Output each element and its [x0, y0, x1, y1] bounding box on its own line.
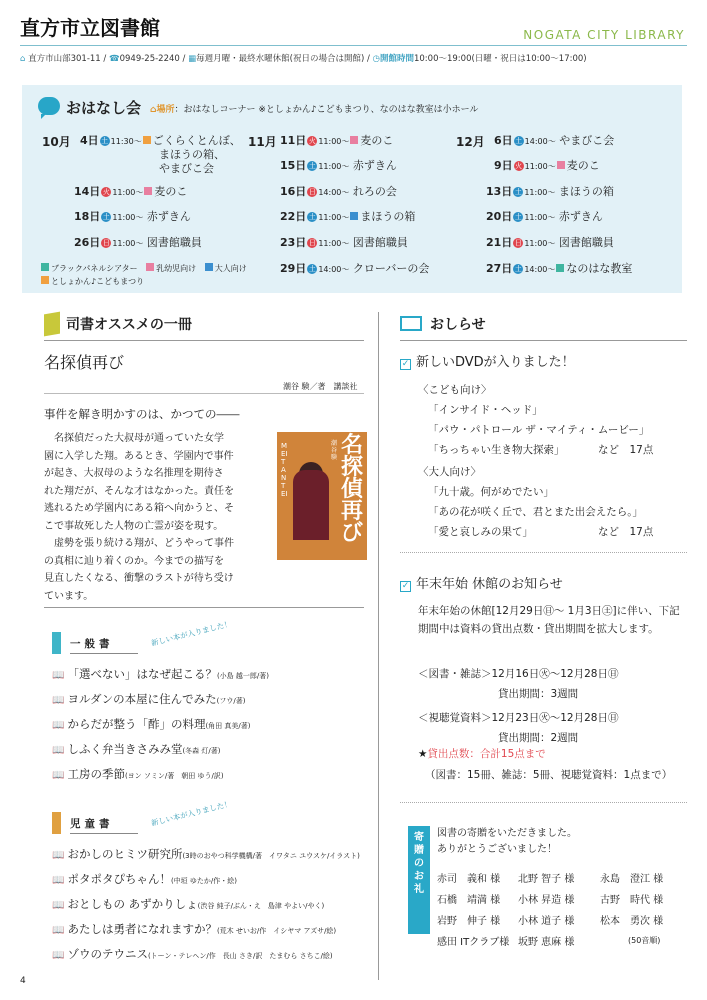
book-icon — [44, 312, 60, 337]
kids-label: 〈こども向け〉 — [418, 384, 492, 396]
library-name-en: NOGATA CITY LIBRARY — [523, 28, 685, 42]
list-item: 「九十歳。何がめでたい」 — [428, 486, 554, 498]
open-book-icon: 📖 — [52, 745, 65, 756]
book-description: 名探偵だった大叔母が通っていた女学 園に入学した翔。あるとき、学園内で事件 が起き、大叔母のような名推理を期待さ れた翔だが、そんな才はなかった。責任を 逃れるため学園内にある箱へ向かうと、そ こで事故死した人物の亡霊が姿を現す。 虚勢を張り続ける翔が、どうやって事件 の真相に辿り着くのか。今までの描写を 見直したくなる、衝撃のラストが待ち受け ています。 — [44, 433, 234, 602]
new-books-tag: 新しい本が入りました！ — [150, 799, 233, 828]
place-text: ：おはなしコーナー ※としょかん♪こどもまつり、なのはな教室は小ホール — [174, 105, 479, 115]
cover-figure — [293, 470, 329, 540]
list-item: 📖 工房の季節(ヨン ソミン/著 朝田 ゆう/訳) — [52, 767, 224, 781]
open-book-icon: 📖 — [52, 950, 65, 961]
dotted-rule — [400, 802, 687, 803]
list-item: 📖 おかしのヒミツ研究所(3時のおやつ科学機構/著 イワタニ ユウスケ/イラスト) — [52, 847, 360, 861]
category-marker — [350, 136, 358, 144]
open-book-icon: 📖 — [52, 695, 65, 706]
event-row: 20日 土 11:00〜 赤ずきん — [486, 210, 603, 223]
legend-swatch — [205, 263, 213, 271]
hours-label: 開館時間 — [379, 54, 414, 64]
list-item: 「ちっちゃい生き物大探索」 — [428, 444, 565, 456]
place-label: ⌂場所 — [150, 105, 175, 115]
check-icon: ✓ — [401, 359, 410, 369]
month-oct: 10月 — [42, 135, 71, 149]
event-row-cont: まほうの箱、 — [159, 148, 225, 161]
thanks-message: 図書の寄贈をいただきました。 ありがとうございました！ — [437, 828, 577, 855]
page-title: 直方市立図書館 — [20, 16, 160, 40]
book-lead: 事件を解き明かすのは、かつての―― — [44, 407, 240, 421]
donor: 北野 智子 様 — [518, 874, 575, 885]
open-book-icon: 📖 — [52, 770, 65, 781]
event-row-cont: やまびこ会 — [159, 162, 214, 175]
list-item: 「パウ・パトロール ザ・マイティ・ムービー」 — [428, 424, 650, 436]
donor: 古野 時代 様 — [600, 895, 664, 906]
books-period: ＜図書・雑誌＞12月16日㊋〜12月28日㊐ — [418, 668, 619, 680]
closed-days: 毎週月曜・最終水曜休館(祝日の場合は開館) — [196, 54, 365, 64]
event-row: 13日 土 11:00〜 まほうの箱 — [486, 185, 614, 198]
general-label: 一般書 — [70, 638, 114, 650]
event-row: 22日 土 11:00〜 まほうの箱 — [280, 210, 416, 223]
cover-subtitle: MEITANTEI — [281, 442, 288, 498]
loan-limit-detail: （図書：15冊、雑誌：5冊、視聴覚資料：1点まで） — [425, 769, 673, 781]
loan-limit: ★貸出点数：合計15点まで — [418, 748, 546, 760]
legend — [40, 276, 144, 287]
event-row: 4日 土 11:30〜 ごくらくとんぼ、 — [80, 134, 241, 147]
check-icon: ✓ — [401, 581, 410, 591]
legend-swatch — [146, 263, 154, 271]
open-book-icon: 📖 — [52, 900, 65, 911]
list-item: 「あの花が咲く丘で、君とまた出会えたら。」 — [428, 506, 644, 518]
donor: 小林 道子 様 — [518, 916, 575, 927]
rule — [44, 340, 364, 341]
event-row: 27日 土 14:00〜 なのはな教室 — [486, 262, 633, 275]
book-title: 名探偵再び — [44, 353, 125, 372]
rule — [400, 340, 687, 341]
header-rule — [20, 45, 687, 46]
donor: 岩野 伸子 様 — [437, 916, 501, 927]
donor: 小林 昇造 様 — [518, 895, 575, 906]
calendar-icon: ▦ — [188, 54, 197, 64]
tag-icon — [52, 632, 61, 654]
legend-swatch — [41, 263, 49, 271]
category-marker — [556, 264, 564, 272]
recommend-heading: 司書オススメの一冊 — [66, 317, 192, 333]
rule — [70, 653, 138, 654]
open-book-icon: 📖 — [52, 875, 65, 886]
open-book-icon: 📖 — [52, 850, 65, 861]
category-marker — [557, 161, 565, 169]
rule — [44, 393, 364, 394]
event-row: 26日 日 11:00〜 図書館職員 — [74, 236, 202, 249]
dvd-title: ✓ 新しいDVDが入りました！ — [401, 355, 575, 370]
event-row: 6日 土 14:00〜 やまびこ会 — [494, 134, 615, 147]
legend-item: 乳幼児向け — [156, 264, 197, 273]
donor: 松本 勇次 様 — [600, 916, 664, 927]
children-label: 児童書 — [70, 818, 114, 830]
header-info: ⌂ 直方市山部301-11 / ☎0949-25-2240 / ▦毎週月曜・最終水曜休館(祝日の場合は開館) / ◷開館時間10:00〜19:00(日曜・祝日は10:00〜17:00) — [20, 54, 587, 64]
clock-icon: ◷ — [372, 54, 380, 64]
legend-item: としょかん♪こどもまつり — [51, 277, 145, 286]
story-time-title: おはなし会 — [66, 99, 142, 117]
open-book-icon: 📖 — [52, 925, 65, 936]
hours: 10:00〜19:00(日曜・祝日は10:00〜17:00) — [413, 54, 587, 64]
category-marker — [350, 212, 358, 220]
star-icon: ★ — [418, 748, 428, 760]
kids-count: など 17点 — [598, 444, 654, 456]
donor: 石橋 靖満 様 — [437, 895, 501, 906]
column-divider — [378, 312, 379, 980]
close-title: ✓ 年末年始 休館のお知らせ — [401, 577, 563, 592]
list-item: 📖 おとしもの あずかりしょ(渋谷 純子/ぶん・え 島津 やよい/やく) — [52, 897, 325, 911]
book-author: 潮谷 験／著 講談社 — [283, 382, 358, 391]
legend-item: 大人向け — [214, 264, 247, 273]
legend-swatch — [41, 276, 49, 284]
address: 直方市山部301-11 — [28, 54, 101, 64]
legend-item: ブラックパネルシアター — [51, 264, 138, 273]
list-item: 📖 ヨルダンの本屋に住んでみた(フウ/著) — [52, 692, 246, 706]
cover-author: 潮谷験 — [331, 440, 338, 461]
list-item: 📖 あたしは勇者になれますか？(荒木 せいお/作 イシヤマ アズサ/絵) — [52, 922, 337, 936]
donor: 赤司 義和 様 — [437, 874, 501, 885]
list-item: 「愛と哀しみの果て」 — [428, 526, 533, 538]
event-row: 11日 火 11:00〜 麦のこ — [280, 134, 394, 147]
open-book-icon: 📖 — [52, 720, 65, 731]
story-place — [150, 102, 478, 115]
close-body: 年末年始の休館[12月29日㊐〜 1月3日㊏]に伴い、下記期間中は資料の貸出点数・貸出期間を拡大します。 — [418, 605, 680, 635]
list-item: 📖 しふく弁当きさみみ堂(冬森 灯/著) — [52, 742, 221, 756]
book-cover — [277, 432, 367, 560]
open-book-icon: 📖 — [52, 670, 65, 681]
dotted-rule — [400, 552, 687, 553]
event-row: 15日 土 11:00〜 赤ずきん — [280, 159, 397, 172]
av-period: ＜視聴覚資料＞12月23日㊋〜12月28日㊐ — [418, 712, 619, 724]
month-dec: 12月 — [456, 135, 485, 149]
phone: 0949-25-2240 — [119, 54, 180, 64]
books-loan: 貸出期間：3週間 — [498, 688, 579, 700]
event-row: 14日 火 11:00〜 麦のこ — [74, 185, 188, 198]
month-nov: 11月 — [248, 135, 277, 149]
list-item: 📖 ゾウのテウニス(トーン・テレヘン/作 長山 さき/訳 たまむら さちこ/絵) — [52, 947, 333, 961]
adult-count: など 17点 — [598, 526, 654, 538]
tag-icon — [52, 812, 61, 834]
list-item: 📖 からだが整う「酢」の料理(角田 真美/著) — [52, 717, 251, 731]
av-loan: 貸出期間：2週間 — [498, 732, 579, 744]
event-row: 23日 日 11:00〜 図書館職員 — [280, 236, 408, 249]
legend — [40, 263, 247, 274]
cover-title: 名探偵再び — [341, 432, 364, 546]
rule — [44, 607, 364, 608]
pin-icon: ⌂ — [20, 54, 26, 64]
list-item: 📖 ポタポタぴちゃん！(中垣 ゆたか/作・絵) — [52, 872, 237, 886]
category-marker — [144, 187, 152, 195]
event-row: 21日 日 11:00〜 図書館職員 — [486, 236, 614, 249]
speech-bubble-icon — [38, 97, 60, 115]
event-row: 29日 土 14:00〜 クローバーの会 — [280, 262, 430, 275]
sort-note: (50音順) — [628, 936, 661, 945]
phone-icon: ☎ — [109, 54, 120, 64]
thanks-label: 寄贈のお礼 — [408, 826, 430, 934]
news-heading: おしらせ — [430, 317, 486, 333]
list-item: 「インサイド・ヘッド」 — [428, 404, 543, 416]
rule — [70, 833, 138, 834]
adult-label: 〈大人向け〉 — [418, 466, 481, 478]
donor: 永島 澄江 様 — [600, 874, 664, 885]
event-row: 18日 土 11:00〜 赤ずきん — [74, 210, 191, 223]
donor: 感田 ITクラブ様 — [437, 937, 510, 948]
donor: 坂野 恵麻 様 — [518, 937, 575, 948]
event-row: 16日 日 14:00〜 れろの会 — [280, 185, 397, 198]
new-books-tag: 新しい本が入りました！ — [150, 619, 233, 648]
list-item: 📖 「選べない」はなぜ起こる？(小島 越一郎/著) — [52, 667, 269, 681]
envelope-icon — [400, 316, 422, 331]
category-marker — [143, 136, 151, 144]
page-number: 4 — [20, 976, 26, 986]
event-row: 9日 火 11:00〜 麦のこ — [494, 159, 600, 172]
